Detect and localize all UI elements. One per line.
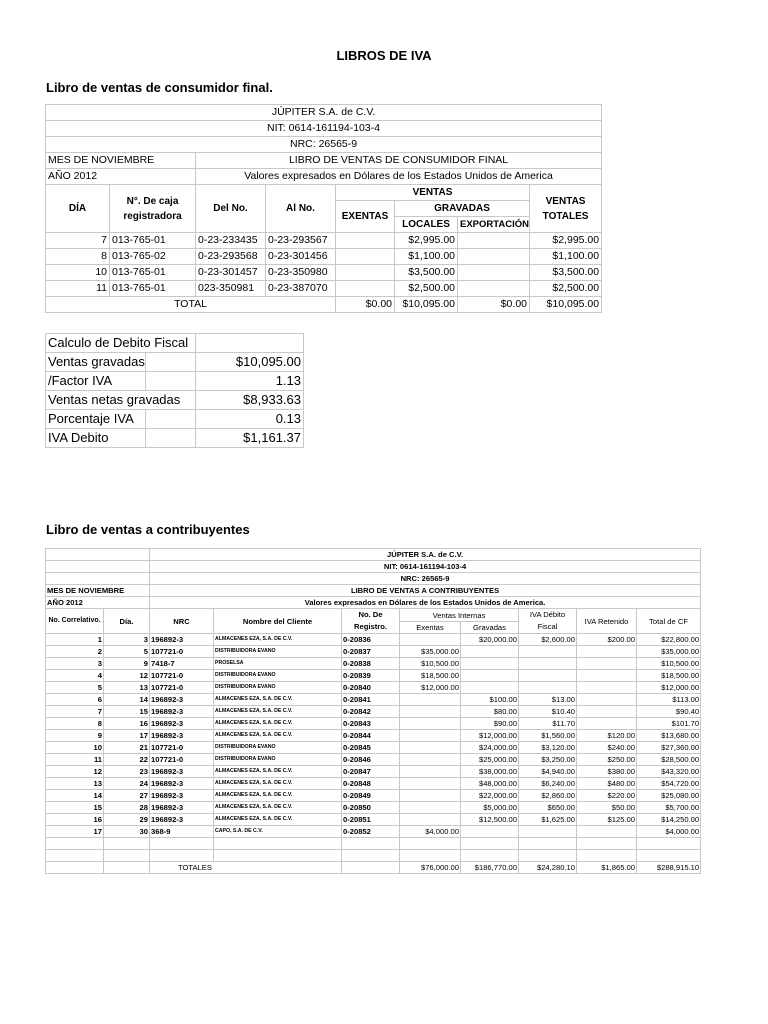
cell-nrc: 196892-3 <box>150 730 214 742</box>
table-row <box>46 670 701 682</box>
cell-registro: 0-20837 <box>342 646 400 658</box>
calc-row <box>46 391 304 410</box>
cell-cliente: ALMACENES EZA, S.A. DE C.V. <box>214 802 342 814</box>
cell-dia: 15 <box>104 706 150 718</box>
cell-registro: 0-20850 <box>342 802 400 814</box>
cell-iva: $4,940.00 <box>519 766 577 778</box>
cell-cliente: DISTRIBUIDORA EVANO <box>214 646 342 658</box>
cell-registro: 0-20838 <box>342 658 400 670</box>
cell-gravadas: $12,500.00 <box>461 814 519 826</box>
cell-cliente: ALMACENES EZA, S.A. DE C.V. <box>214 814 342 826</box>
cell-cliente: ALMACENES EZA, S.A. DE C.V. <box>214 730 342 742</box>
col-dia-2: Día. <box>104 609 150 634</box>
cell-total: $54,720.00 <box>637 778 701 790</box>
cell-gravadas: $20,000.00 <box>461 634 519 646</box>
table-row <box>46 706 701 718</box>
table-row <box>46 766 701 778</box>
totales-iva: $24,280.10 <box>519 862 577 874</box>
col-gravadas: GRAVADAS <box>395 201 530 217</box>
cell-correlativo: 4 <box>46 670 104 682</box>
calc-label: Ventas netas gravadas <box>46 391 196 410</box>
cell-exentas <box>400 778 461 790</box>
cell-retenido: $125.00 <box>577 814 637 826</box>
cell-del: 023-350981 <box>196 281 266 297</box>
cell-gravadas: $12,000.00 <box>461 730 519 742</box>
cell-registro: 0-20840 <box>342 682 400 694</box>
cell-dia: 28 <box>104 802 150 814</box>
cell-total: $90.40 <box>637 706 701 718</box>
cell-gravadas <box>461 682 519 694</box>
cell-dia: 3 <box>104 634 150 646</box>
cell-registro: 0-20852 <box>342 826 400 838</box>
cell-caja: 013-765-01 <box>110 233 196 249</box>
cell-registro: 0-20846 <box>342 754 400 766</box>
table-row <box>46 742 701 754</box>
cell-exentas <box>400 766 461 778</box>
cell-cliente: DISTRIBUIDORA EVANO <box>214 742 342 754</box>
cell-iva <box>519 646 577 658</box>
cell-dia: 27 <box>104 790 150 802</box>
cell-al: 0-23-301456 <box>266 249 336 265</box>
book-name-2: LIBRO DE VENTAS A CONTRIBUYENTES <box>150 585 701 597</box>
cell-nrc: 107721-0 <box>150 754 214 766</box>
cell-total: $18,500.00 <box>637 670 701 682</box>
cell-exentas <box>336 281 395 297</box>
cell-retenido <box>577 682 637 694</box>
table-row <box>46 233 602 249</box>
totales-exentas: $76,000.00 <box>400 862 461 874</box>
cell-iva: $1,560.00 <box>519 730 577 742</box>
calc-row <box>46 372 304 391</box>
cell-registro: 0-20841 <box>342 694 400 706</box>
cell-retenido: $380.00 <box>577 766 637 778</box>
company-nrc: NRC: 26565-9 <box>46 137 602 153</box>
calc-row <box>46 353 304 372</box>
cell-dia: 10 <box>46 265 110 281</box>
calc-row <box>46 410 304 429</box>
cell-dia: 14 <box>104 694 150 706</box>
cell-iva <box>519 682 577 694</box>
cell-nrc: 107721-0 <box>150 682 214 694</box>
cell-nrc: 196892-3 <box>150 814 214 826</box>
col-locales: LOCALES <box>395 217 458 233</box>
company-name-2: JÚPITER S.A. de C.V. <box>150 549 701 561</box>
cell-del: 0-23-293568 <box>196 249 266 265</box>
cell-cliente: DISTRIBUIDORA EVANO <box>214 754 342 766</box>
cell-total: $10,500.00 <box>637 658 701 670</box>
cell-al: 0-23-387070 <box>266 281 336 297</box>
company-nit-2: NIT: 0614-161194-103-4 <box>150 561 701 573</box>
cell-retenido: $50.00 <box>577 802 637 814</box>
cell-nrc: 196892-3 <box>150 634 214 646</box>
cell-cliente: DISTRIBUIDORA EVANO <box>214 682 342 694</box>
cell-exentas <box>400 694 461 706</box>
cell-registro: 0-20844 <box>342 730 400 742</box>
cell-total: $1,100.00 <box>530 249 602 265</box>
cell-dia: 17 <box>104 730 150 742</box>
calc-value: 1.13 <box>196 372 304 391</box>
year-label-2: AÑO 2012 <box>46 597 150 609</box>
cell-exentas <box>400 706 461 718</box>
cell-total: $27,360.00 <box>637 742 701 754</box>
col-registro: No. De Registro. <box>342 609 400 634</box>
cell-retenido: $220.00 <box>577 790 637 802</box>
col-al: Al No. <box>266 185 336 233</box>
cell-iva: $1,625.00 <box>519 814 577 826</box>
cell-iva <box>519 658 577 670</box>
cell-correlativo: 17 <box>46 826 104 838</box>
cell-caja: 013-765-01 <box>110 265 196 281</box>
col-ventas-internas: Ventas Internas <box>400 609 519 622</box>
table-row <box>46 634 701 646</box>
cell-cliente: ALMACENES EZA, S.A. DE C.V. <box>214 706 342 718</box>
cell-exentas <box>336 265 395 281</box>
cell-gravadas: $80.00 <box>461 706 519 718</box>
calc-label: /Factor IVA <box>46 372 146 391</box>
cell-dia: 21 <box>104 742 150 754</box>
cell-cliente: ALMACENES EZA, S.A. DE C.V. <box>214 778 342 790</box>
cell-iva: $2,600.00 <box>519 634 577 646</box>
cell-total: $101.70 <box>637 718 701 730</box>
col-dia: DÍA <box>46 185 110 233</box>
cell-exentas <box>336 249 395 265</box>
table-row <box>46 249 602 265</box>
table-row <box>46 265 602 281</box>
table-row <box>46 281 602 297</box>
cell-total: $2,500.00 <box>530 281 602 297</box>
cell-cliente: DISTRIBUIDORA EVANO <box>214 670 342 682</box>
cell-dia: 23 <box>104 766 150 778</box>
cell-exentas <box>400 790 461 802</box>
cell-correlativo: 9 <box>46 730 104 742</box>
consumidor-final-table <box>45 104 602 313</box>
cell-iva: $2,860.00 <box>519 790 577 802</box>
cell-correlativo: 3 <box>46 658 104 670</box>
table-row <box>46 778 701 790</box>
total-ventas: $10,095.00 <box>530 297 602 313</box>
cell-nrc: 196892-3 <box>150 790 214 802</box>
cell-exentas <box>400 754 461 766</box>
cell-exentas: $4,000.00 <box>400 826 461 838</box>
cell-iva: $3,250.00 <box>519 754 577 766</box>
cell-dia: 9 <box>104 658 150 670</box>
cell-gravadas: $25,000.00 <box>461 754 519 766</box>
cell-correlativo: 1 <box>46 634 104 646</box>
cell-registro: 0-20851 <box>342 814 400 826</box>
cell-export <box>458 233 530 249</box>
cell-exentas: $12,000.00 <box>400 682 461 694</box>
cell-gravadas: $38,000.00 <box>461 766 519 778</box>
table-row <box>46 814 701 826</box>
col-nrc: NRC <box>150 609 214 634</box>
cell-exentas <box>400 730 461 742</box>
cell-exentas: $10,500.00 <box>400 658 461 670</box>
cell-nrc: 107721-0 <box>150 742 214 754</box>
cell-registro: 0-20849 <box>342 790 400 802</box>
total-label: TOTAL <box>46 297 336 313</box>
cell-nrc: 107721-0 <box>150 646 214 658</box>
cell-exentas <box>400 814 461 826</box>
cell-retenido <box>577 694 637 706</box>
table-row <box>46 718 701 730</box>
col-iva-debito: IVA Débito Fiscal <box>519 609 577 634</box>
calc-value: $10,095.00 <box>196 353 304 372</box>
cell-dia: 11 <box>46 281 110 297</box>
total-locales: $10,095.00 <box>395 297 458 313</box>
cell-total: $12,000.00 <box>637 682 701 694</box>
total-exentas: $0.00 <box>336 297 395 313</box>
cell-export <box>458 265 530 281</box>
calc-value: 0.13 <box>196 410 304 429</box>
cell-dia: 22 <box>104 754 150 766</box>
cell-retenido: $240.00 <box>577 742 637 754</box>
cell-dia: 8 <box>46 249 110 265</box>
cell-exentas <box>400 802 461 814</box>
cell-del: 0-23-301457 <box>196 265 266 281</box>
cell-cliente: ALMACENES EZA, S.A. DE C.V. <box>214 694 342 706</box>
cell-nrc: 196892-3 <box>150 718 214 730</box>
col-cliente: Nombre del Cliente <box>214 609 342 634</box>
table-row <box>46 754 701 766</box>
contribuyentes-table <box>45 548 701 874</box>
calc-value: $8,933.63 <box>196 391 304 410</box>
cell-cliente: PROSELSA <box>214 658 342 670</box>
table-row <box>46 826 701 838</box>
cell-correlativo: 16 <box>46 814 104 826</box>
cell-exentas <box>400 718 461 730</box>
table-row <box>46 646 701 658</box>
cell-nrc: 107721-0 <box>150 670 214 682</box>
col-correlativo: No. Correlativo. <box>46 609 104 634</box>
cell-correlativo: 5 <box>46 682 104 694</box>
cell-nrc: 368-9 <box>150 826 214 838</box>
cell-cliente: ALMACENES EZA, S.A. DE C.V. <box>214 766 342 778</box>
cell-del: 0-23-233435 <box>196 233 266 249</box>
total-export: $0.00 <box>458 297 530 313</box>
cell-registro: 0-20848 <box>342 778 400 790</box>
cell-correlativo: 2 <box>46 646 104 658</box>
col-exentas-2: Exentas <box>400 622 461 634</box>
cell-export <box>458 249 530 265</box>
month-label: MES DE NOVIEMBRE <box>46 153 196 169</box>
cell-correlativo: 14 <box>46 790 104 802</box>
table-row <box>46 682 701 694</box>
cell-retenido: $200.00 <box>577 634 637 646</box>
calc-label: Ventas gravadas <box>46 353 146 372</box>
book-name: LIBRO DE VENTAS DE CONSUMIDOR FINAL <box>196 153 602 169</box>
cell-correlativo: 6 <box>46 694 104 706</box>
cell-retenido <box>577 658 637 670</box>
cell-correlativo: 15 <box>46 802 104 814</box>
cell-gravadas: $100.00 <box>461 694 519 706</box>
cell-retenido <box>577 706 637 718</box>
cell-nrc: 7418-7 <box>150 658 214 670</box>
cell-total: $5,700.00 <box>637 802 701 814</box>
cell-total: $43,320.00 <box>637 766 701 778</box>
table-row <box>46 694 701 706</box>
cell-gravadas: $22,000.00 <box>461 790 519 802</box>
cell-correlativo: 8 <box>46 718 104 730</box>
section-title-consumidor: Libro de ventas de consumidor final. <box>46 80 273 95</box>
cell-nrc: 196892-3 <box>150 778 214 790</box>
cell-al: 0-23-293567 <box>266 233 336 249</box>
cell-dia: 13 <box>104 682 150 694</box>
cell-dia: 29 <box>104 814 150 826</box>
currency-note: Valores expresados en Dólares de los Estados Unidos de America <box>196 169 602 185</box>
cell-cliente: ALMACENES EZA, S.A. DE C.V. <box>214 718 342 730</box>
cell-gravadas: $5,000.00 <box>461 802 519 814</box>
col-exentas: EXENTAS <box>336 201 395 233</box>
cell-dia: 12 <box>104 670 150 682</box>
cell-retenido <box>577 646 637 658</box>
document-title: LIBROS DE IVA <box>336 48 432 63</box>
cell-correlativo: 11 <box>46 754 104 766</box>
cell-cliente: ALMACENES EZA, S.A. DE C.V. <box>214 790 342 802</box>
cell-iva: $11.70 <box>519 718 577 730</box>
cell-total: $28,500.00 <box>637 754 701 766</box>
cell-al: 0-23-350980 <box>266 265 336 281</box>
cell-dia: 7 <box>46 233 110 249</box>
table-row <box>46 802 701 814</box>
cell-registro: 0-20847 <box>342 766 400 778</box>
cell-iva <box>519 670 577 682</box>
company-nrc-2: NRC: 26565-9 <box>150 573 701 585</box>
cell-gravadas <box>461 658 519 670</box>
cell-nrc: 196892-3 <box>150 706 214 718</box>
cell-locales: $2,500.00 <box>395 281 458 297</box>
cell-retenido: $480.00 <box>577 778 637 790</box>
cell-total: $3,500.00 <box>530 265 602 281</box>
cell-iva: $650.00 <box>519 802 577 814</box>
cell-caja: 013-765-02 <box>110 249 196 265</box>
table-row <box>46 730 701 742</box>
cell-dia: 24 <box>104 778 150 790</box>
cell-iva: $10.40 <box>519 706 577 718</box>
totales-label: TOTALES <box>150 862 342 874</box>
cell-exentas: $35,000.00 <box>400 646 461 658</box>
cell-iva: $3,120.00 <box>519 742 577 754</box>
month-label-2: MES DE NOVIEMBRE <box>46 585 150 597</box>
cell-gravadas: $90.00 <box>461 718 519 730</box>
table-row <box>46 658 701 670</box>
cell-retenido <box>577 826 637 838</box>
cell-locales: $3,500.00 <box>395 265 458 281</box>
cell-gravadas <box>461 670 519 682</box>
cell-locales: $1,100.00 <box>395 249 458 265</box>
totales-retenido: $1,865.00 <box>577 862 637 874</box>
cell-registro: 0-20836 <box>342 634 400 646</box>
totales-gravadas: $186,770.00 <box>461 862 519 874</box>
cell-correlativo: 12 <box>46 766 104 778</box>
cell-registro: 0-20839 <box>342 670 400 682</box>
totales-total: $288,915.10 <box>637 862 701 874</box>
cell-gravadas <box>461 646 519 658</box>
currency-note-2: Valores expresados en Dólares de los Estados Unidos de America. <box>150 597 701 609</box>
cell-dia: 5 <box>104 646 150 658</box>
calc-value: $1,161.37 <box>196 429 304 448</box>
cell-cliente: CAPO, S.A. DE C.V. <box>214 826 342 838</box>
cell-retenido <box>577 718 637 730</box>
col-iva-retenido: IVA Retenido <box>577 609 637 634</box>
cell-registro: 0-20843 <box>342 718 400 730</box>
year-label: AÑO 2012 <box>46 169 196 185</box>
cell-registro: 0-20845 <box>342 742 400 754</box>
cell-total: $14,250.00 <box>637 814 701 826</box>
col-gravadas-2: Gravadas <box>461 622 519 634</box>
cell-retenido <box>577 670 637 682</box>
cell-total: $113.00 <box>637 694 701 706</box>
cell-gravadas <box>461 826 519 838</box>
cell-dia: 16 <box>104 718 150 730</box>
col-caja: N°. De caja registradora <box>110 185 196 233</box>
col-totales: VENTAS TOTALES <box>530 185 602 233</box>
cell-nrc: 196892-3 <box>150 694 214 706</box>
section-title-contribuyentes: Libro de ventas a contribuyentes <box>46 522 250 537</box>
cell-correlativo: 7 <box>46 706 104 718</box>
company-nit: NIT: 0614-161194-103-4 <box>46 121 602 137</box>
col-del: Del No. <box>196 185 266 233</box>
company-name: JÚPITER S.A. de C.V. <box>46 105 602 121</box>
table-row <box>46 790 701 802</box>
cell-total: $25,080.00 <box>637 790 701 802</box>
cell-exentas <box>400 634 461 646</box>
cell-gravadas: $24,000.00 <box>461 742 519 754</box>
calc-row <box>46 429 304 448</box>
cell-cliente: ALMACENES EZA, S.A. DE C.V. <box>214 634 342 646</box>
calc-label: IVA Debito <box>46 429 146 448</box>
cell-gravadas: $48,000.00 <box>461 778 519 790</box>
calc-title: Calculo de Debito Fiscal <box>46 334 196 353</box>
cell-exentas <box>400 742 461 754</box>
col-total-cf: Total de CF <box>637 609 701 634</box>
cell-nrc: 196892-3 <box>150 802 214 814</box>
cell-correlativo: 13 <box>46 778 104 790</box>
cell-exentas <box>336 233 395 249</box>
cell-dia: 30 <box>104 826 150 838</box>
cell-locales: $2,995.00 <box>395 233 458 249</box>
cell-retenido: $120.00 <box>577 730 637 742</box>
cell-iva: $6,240.00 <box>519 778 577 790</box>
cell-nrc: 196892-3 <box>150 766 214 778</box>
cell-total: $2,995.00 <box>530 233 602 249</box>
cell-caja: 013-765-01 <box>110 281 196 297</box>
calc-label: Porcentaje IVA <box>46 410 146 429</box>
cell-total: $4,000.00 <box>637 826 701 838</box>
cell-iva: $13.00 <box>519 694 577 706</box>
debito-fiscal-table <box>45 333 304 448</box>
cell-iva <box>519 826 577 838</box>
cell-registro: 0-20842 <box>342 706 400 718</box>
cell-export <box>458 281 530 297</box>
cell-total: $35,000.00 <box>637 646 701 658</box>
cell-total: $22,800.00 <box>637 634 701 646</box>
cell-total: $13,680.00 <box>637 730 701 742</box>
cell-correlativo: 10 <box>46 742 104 754</box>
col-ventas: VENTAS <box>336 185 530 201</box>
cell-exentas: $18,500.00 <box>400 670 461 682</box>
col-exportacion: EXPORTACIÓN <box>458 217 530 233</box>
cell-retenido: $250.00 <box>577 754 637 766</box>
